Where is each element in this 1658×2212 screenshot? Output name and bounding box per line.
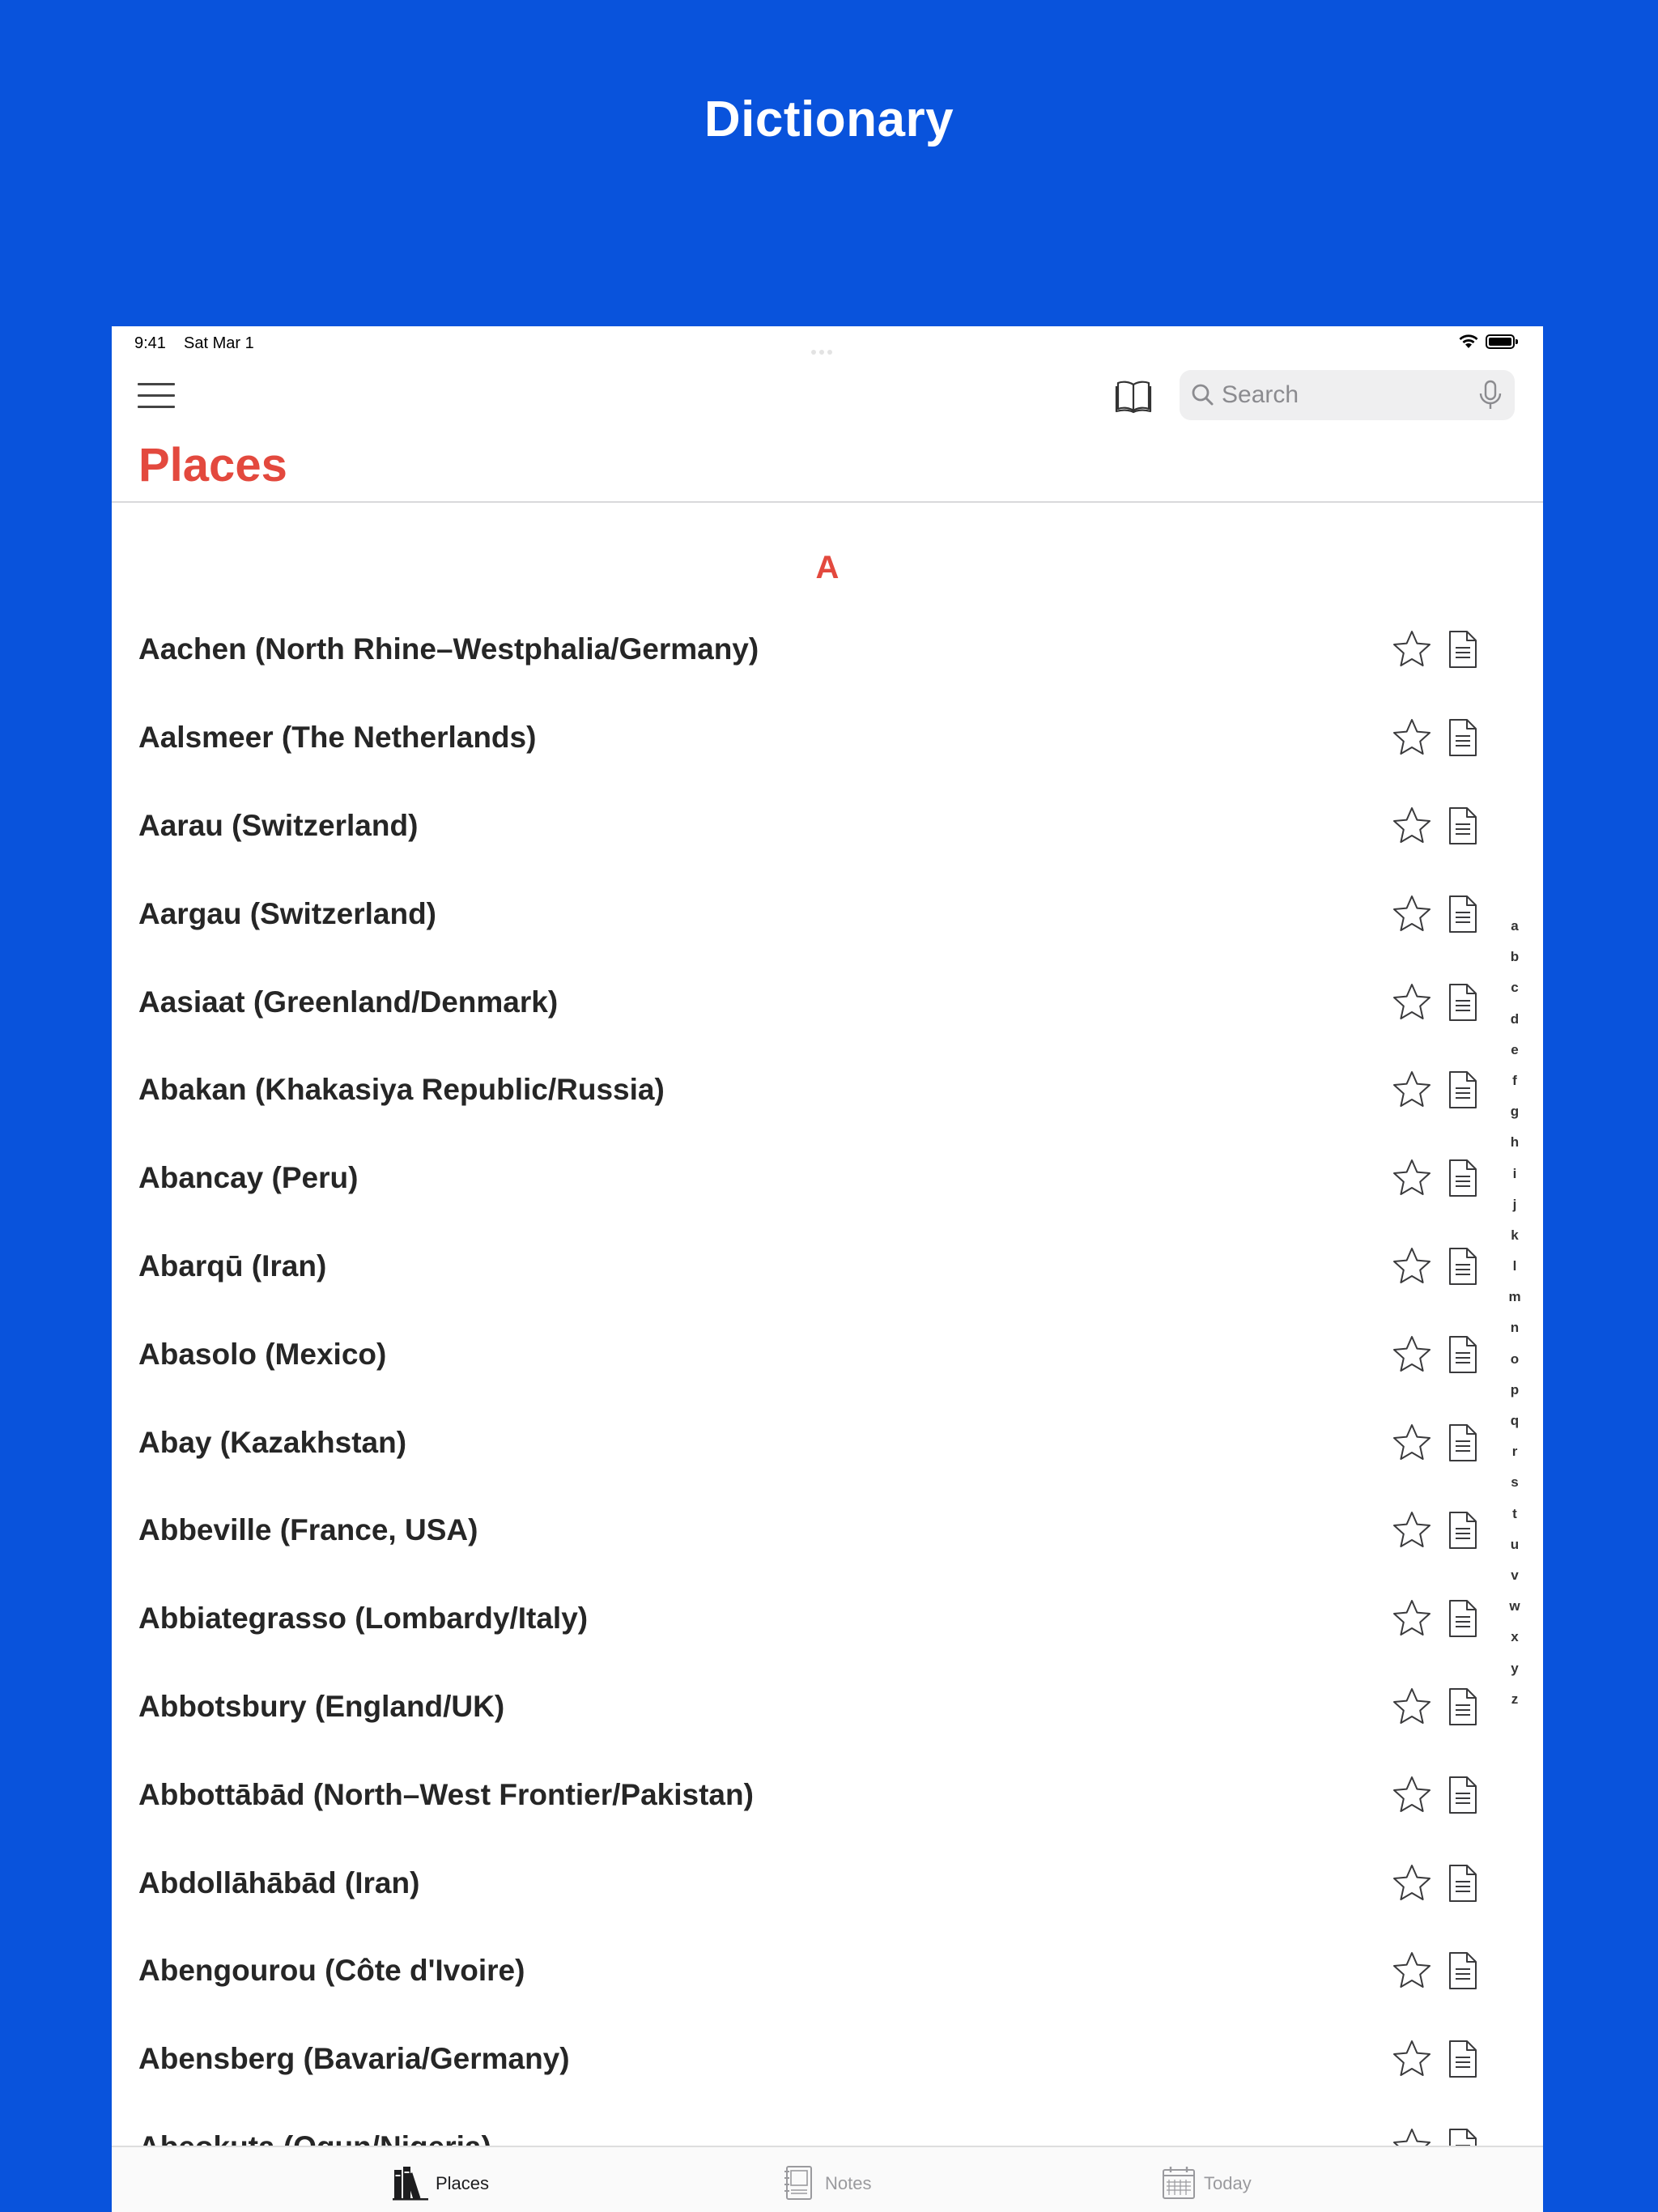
book-icon[interactable] (1114, 376, 1153, 415)
place-name: Abarqū (Iran) (138, 1249, 327, 1283)
battery-icon (1486, 334, 1518, 349)
search-icon (1189, 381, 1217, 409)
index-letter[interactable]: r (1511, 1444, 1518, 1460)
list-item[interactable] (112, 1750, 1543, 1839)
place-name: Abakan (Khakasiya Republic/Russia) (138, 1073, 665, 1107)
app-title: Dictionary (704, 91, 954, 147)
place-name: Aalsmeer (The Netherlands) (138, 721, 537, 755)
star-icon[interactable] (1391, 1862, 1433, 1904)
list-item[interactable] (112, 1310, 1543, 1398)
list-item[interactable] (112, 1046, 1543, 1134)
index-letter[interactable]: o (1510, 1351, 1520, 1367)
list-item[interactable] (112, 694, 1543, 782)
menu-icon[interactable] (138, 381, 175, 409)
star-icon[interactable] (1391, 628, 1433, 670)
document-icon[interactable] (1448, 1776, 1478, 1814)
tab-bar (112, 2146, 1543, 2212)
list-item[interactable] (112, 1663, 1543, 1751)
title-divider (112, 501, 1543, 503)
status-time: 9:41 (134, 334, 166, 352)
list-item[interactable] (112, 1575, 1543, 1663)
star-icon[interactable] (1391, 1686, 1433, 1728)
star-icon[interactable] (1391, 981, 1433, 1023)
tab-places[interactable] (393, 2147, 522, 2212)
document-icon[interactable] (1448, 895, 1478, 934)
place-name: Abbotsbury (England/UK) (138, 1689, 505, 1723)
star-icon[interactable] (1391, 1509, 1433, 1551)
section-header: A (815, 550, 840, 585)
document-icon[interactable] (1448, 1511, 1478, 1550)
list-item[interactable] (112, 1134, 1543, 1223)
place-name: Aasiaat (Greenland/Denmark) (138, 985, 559, 1019)
tab-notes-label: Notes (825, 2173, 872, 2193)
list-item[interactable] (112, 1927, 1543, 2015)
star-icon[interactable] (1391, 1597, 1433, 1640)
index-letter[interactable]: g (1510, 1104, 1520, 1120)
places-list (112, 606, 1543, 2191)
document-icon[interactable] (1448, 1335, 1478, 1374)
microphone-icon[interactable] (1474, 379, 1507, 411)
tab-today-label: Today (1204, 2173, 1252, 2193)
status-date: Sat Mar 1 (184, 334, 254, 352)
document-icon[interactable] (1448, 1247, 1478, 1286)
list-item[interactable] (112, 1223, 1543, 1311)
index-letter[interactable]: y (1511, 1660, 1519, 1676)
list-item[interactable] (112, 958, 1543, 1046)
index-letter[interactable]: n (1510, 1320, 1520, 1336)
star-icon[interactable] (1391, 1157, 1433, 1199)
document-icon[interactable] (1448, 1159, 1478, 1197)
document-icon[interactable] (1448, 630, 1478, 669)
index-letter[interactable]: c (1511, 980, 1519, 996)
search-input[interactable] (1222, 370, 1465, 420)
books-icon (393, 2165, 428, 2201)
document-icon[interactable] (1448, 1864, 1478, 1903)
index-letter[interactable]: w (1509, 1598, 1520, 1614)
star-icon[interactable] (1391, 717, 1433, 759)
index-letter[interactable]: m (1508, 1289, 1521, 1305)
list-item[interactable] (112, 782, 1543, 870)
index-letter[interactable]: k (1511, 1227, 1519, 1243)
place-name: Abasolo (Mexico) (138, 1337, 387, 1371)
place-name: Abbottābād (North–West Frontier/Pakistan) (138, 1777, 754, 1811)
tab-places-label: Places (436, 2173, 490, 2193)
place-name: Abay (Kazakhstan) (138, 1425, 407, 1459)
index-letter[interactable]: p (1510, 1381, 1520, 1397)
place-name: Abdollāhābād (Iran) (138, 1865, 420, 1899)
index-letter[interactable]: t (1512, 1505, 1517, 1521)
notebook-icon (782, 2165, 818, 2201)
place-name: Aarau (Switzerland) (138, 808, 419, 842)
multitasking-grabber[interactable] (811, 341, 844, 346)
index-letter[interactable]: i (1512, 1165, 1517, 1181)
document-icon[interactable] (1448, 718, 1478, 757)
place-name: Abensberg (Bavaria/Germany) (138, 2042, 570, 2076)
index-letter[interactable]: e (1511, 1041, 1519, 1057)
index-letter[interactable]: u (1510, 1536, 1520, 1552)
place-name: Aachen (North Rhine–Westphalia/Germany) (138, 632, 759, 666)
status-bar (112, 326, 1543, 355)
star-icon[interactable] (1391, 1950, 1433, 1992)
index-letter[interactable]: f (1512, 1072, 1517, 1088)
star-icon[interactable] (1391, 893, 1433, 935)
index-letter[interactable]: s (1511, 1474, 1519, 1491)
document-icon[interactable] (1448, 1599, 1478, 1638)
star-icon[interactable] (1391, 1422, 1433, 1464)
document-icon[interactable] (1448, 1687, 1478, 1726)
index-letter[interactable]: b (1510, 949, 1520, 965)
place-name: Abbeville (France, USA) (138, 1513, 478, 1547)
document-icon[interactable] (1448, 1423, 1478, 1462)
index-letter[interactable]: a (1511, 918, 1519, 934)
star-icon[interactable] (1391, 1069, 1433, 1111)
document-icon[interactable] (1448, 806, 1478, 845)
place-name: Abancay (Peru) (138, 1161, 359, 1195)
index-letter[interactable]: d (1510, 1010, 1520, 1027)
ipad-screen (112, 326, 1543, 2212)
index-letter[interactable]: h (1510, 1134, 1520, 1151)
list-item[interactable] (112, 1487, 1543, 1575)
star-icon[interactable] (1391, 1774, 1433, 1816)
star-icon[interactable] (1391, 1334, 1433, 1376)
tab-notes[interactable] (782, 2147, 895, 2212)
search-field[interactable] (1180, 370, 1515, 420)
document-icon[interactable] (1448, 1070, 1478, 1109)
index-letter[interactable]: l (1512, 1258, 1517, 1274)
list-item[interactable] (112, 2015, 1543, 2104)
tab-today[interactable] (1161, 2147, 1274, 2212)
place-name: Abbiategrasso (Lombardy/Italy) (138, 1602, 589, 1636)
index-letter[interactable]: x (1511, 1629, 1519, 1645)
alphabet-index[interactable] (1505, 911, 1524, 1715)
list-item[interactable] (112, 1839, 1543, 1927)
place-name: Abengourou (Côte d'Ivoire) (138, 1954, 525, 1988)
index-letter[interactable]: q (1510, 1413, 1520, 1428)
list-item[interactable] (112, 1398, 1543, 1487)
page-title: Places (138, 439, 287, 491)
calendar-icon (1161, 2165, 1197, 2201)
list-item[interactable] (112, 606, 1543, 694)
star-icon[interactable] (1391, 1245, 1433, 1287)
document-icon[interactable] (1448, 1951, 1478, 1990)
document-icon[interactable] (1448, 983, 1478, 1022)
index-letter[interactable]: z (1511, 1691, 1519, 1707)
place-name: Aargau (Switzerland) (138, 896, 436, 930)
index-letter[interactable]: v (1511, 1567, 1519, 1583)
wifi-icon (1458, 334, 1479, 349)
star-icon[interactable] (1391, 805, 1433, 847)
document-icon[interactable] (1448, 2040, 1478, 2078)
list-item[interactable] (112, 870, 1543, 958)
index-letter[interactable]: j (1512, 1196, 1517, 1212)
star-icon[interactable] (1391, 2038, 1433, 2080)
